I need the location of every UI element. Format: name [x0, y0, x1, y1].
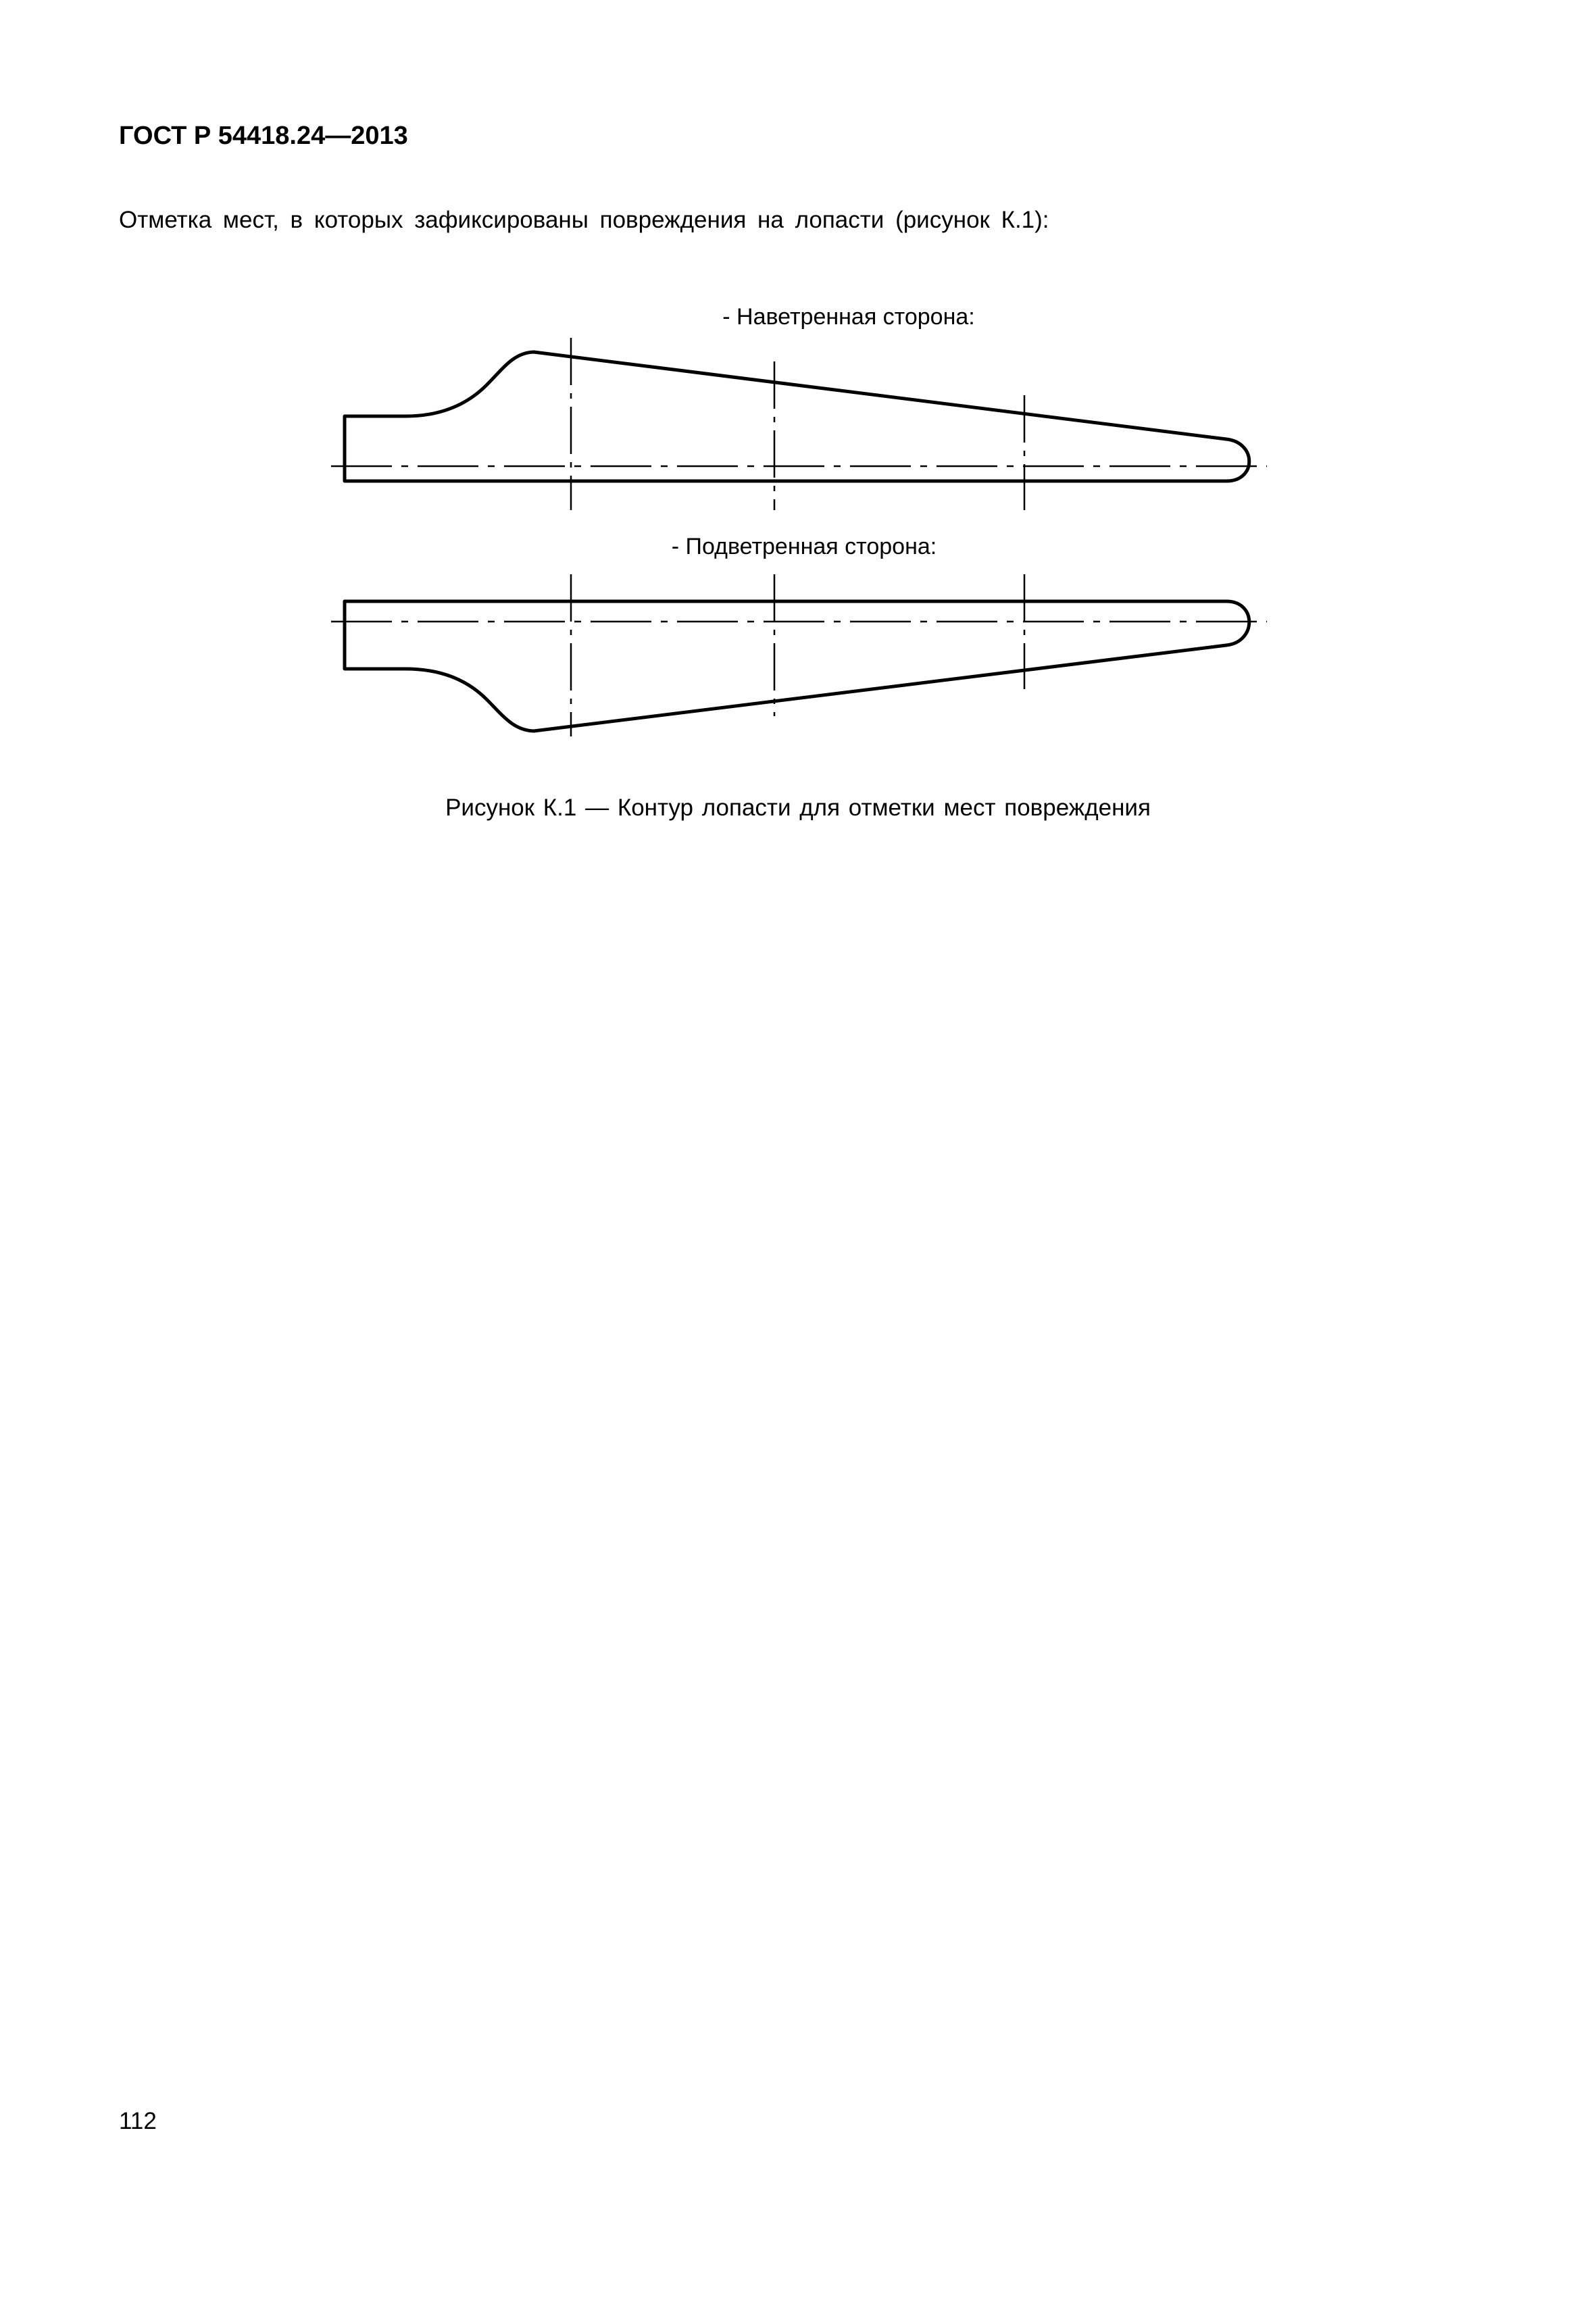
leeward-section-lines	[571, 574, 1024, 736]
windward-blade-contour	[345, 352, 1249, 481]
page-number: 112	[119, 2108, 157, 2134]
windward-blade	[345, 352, 1249, 481]
leeward-side-label: - Подветренная сторона:	[671, 534, 937, 559]
blade-outline-drawing	[0, 0, 1596, 878]
figure-caption: Рисунок К.1 — Контур лопасти для отметки мест повреждения	[445, 795, 1151, 821]
intro-paragraph: Отметка мест, в которых зафиксированы повреждения на лопасти (рисунок К.1):	[119, 207, 1049, 233]
document-standard-code: ГОСТ Р 54418.24—2013	[119, 122, 408, 150]
windward-side-label: - Наветренная сторона:	[722, 304, 975, 330]
blade-figure	[0, 0, 1596, 878]
